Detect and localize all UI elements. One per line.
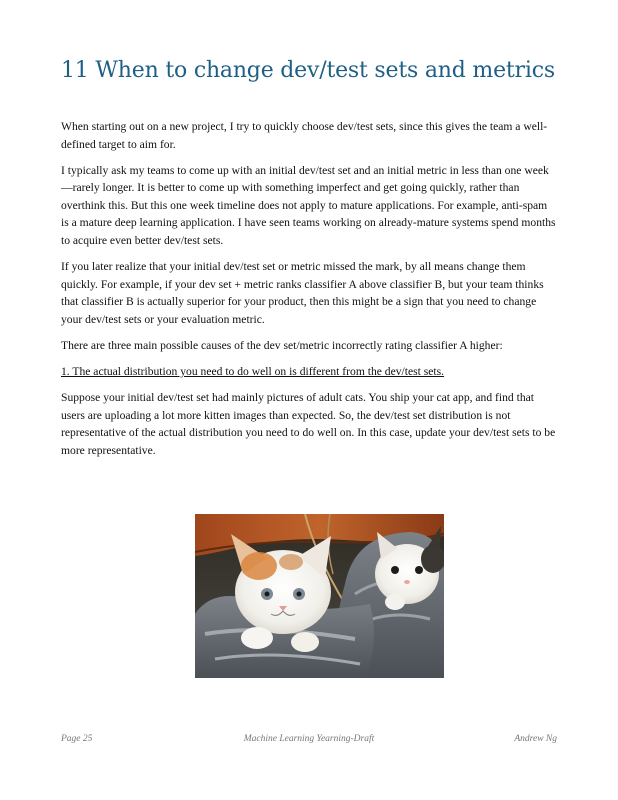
kittens-photo xyxy=(195,514,444,678)
chapter-body xyxy=(61,118,557,468)
footer-page-number: Page 25 xyxy=(61,734,93,744)
paragraph-kitten-example: Suppose your initial dev/test set had mainly pictures of adult cats. You ship your cat app, and find that users are uploading a lot more kitten images than expected. So, the dev/test set distribution is not representative of the actual distribution you need to do well on. In this case, update your dev/test sets to be more representative. xyxy=(61,391,556,457)
chapter-title: 11 When to change dev/test sets and metrics xyxy=(61,58,555,83)
cause-heading-1: 1. The actual distribution you need to do well on is different from the dev/test sets. xyxy=(61,365,445,379)
kittens-photo-icon xyxy=(195,514,444,678)
paragraph-intro: When starting out on a new project, I try to quickly choose dev/test sets, since this gives the team a well-defined target to aim for. xyxy=(61,120,548,151)
paragraph-change-quickly: If you later realize that your initial dev/test set or metric missed the mark, by all means change them quickly. For example, if your dev set + metric ranks classifier A above classifier B, but your team thinks that classifier B is actually superior for your product, then this might be a sign that you need to change your dev/test sets or your evaluation metric. xyxy=(61,260,544,326)
footer-book-title: Machine Learning Yearning-Draft xyxy=(243,734,375,744)
paragraph-causes: There are three main possible causes of the dev set/metric incorrectly rating classifier A higher: xyxy=(61,339,503,353)
paragraph-timeline: I typically ask my teams to come up with an initial dev/test set and an initial metric in less than one week—rarely longer. It is better to come up with something imperfect and get going quickly, rather than overthink this. But this one week timeline does not apply to mature applications. For example, anti-spam is a mature deep learning application. I have seen teams working on already-mature systems spend months to acquire even better dev/test sets. xyxy=(61,163,556,248)
page-footer xyxy=(61,734,557,748)
footer-author: Andrew Ng xyxy=(514,734,557,744)
